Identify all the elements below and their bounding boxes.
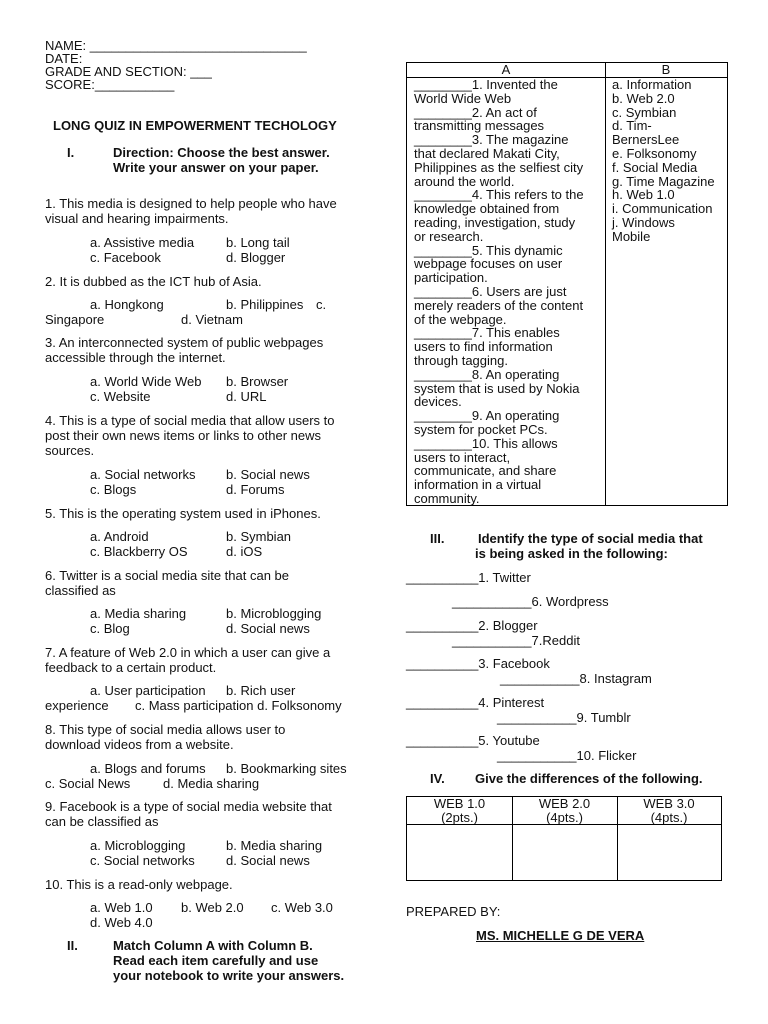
option-d: d. Forums	[226, 482, 285, 497]
question-text: 6. Twitter is a social media site that can be	[45, 568, 289, 583]
part2-numeral: II.	[67, 938, 78, 953]
column-b-line: b. Web 2.0	[612, 90, 675, 106]
part4-numeral: IV.	[430, 771, 445, 786]
option-c: c. Web 3.0	[271, 900, 333, 915]
identify-item: ___________6. Wordpress	[452, 594, 609, 609]
column-a-line: reading, investigation, study	[414, 214, 576, 230]
option-a: a. Hongkong	[90, 297, 164, 312]
part2-direction-2: Read each item carefully and use	[113, 953, 319, 968]
column-a-line: or research.	[414, 228, 484, 244]
web1-name: WEB 1.0	[433, 796, 486, 811]
matching-table	[406, 62, 728, 506]
option-c: c. Facebook	[90, 250, 161, 265]
question-text: classified as	[45, 583, 116, 598]
option-c: c. Blogs	[90, 482, 137, 497]
name-field: NAME: ______________________________	[45, 38, 307, 53]
column-b-line: d. Tim-	[612, 118, 652, 134]
option-d: d. Blogger	[226, 250, 286, 265]
option-d: d. Media sharing	[163, 776, 260, 791]
question-text: visual and hearing impairments.	[45, 211, 229, 226]
option-c: c. Social networks	[90, 853, 195, 868]
option-b: b. Philippines	[226, 297, 304, 312]
option-c: c. Social News	[45, 776, 131, 791]
web1-points: (2pts.)	[441, 810, 478, 825]
identify-item: __________2. Blogger	[406, 618, 538, 633]
option-a: a. Media sharing	[90, 606, 187, 621]
column-a-line: webpage focuses on user	[414, 256, 563, 272]
column-a-line: ________5. This dynamic	[414, 242, 563, 258]
column-a-line: knowledge obtained from	[414, 201, 560, 217]
column-a-line: system for pocket PCs.	[414, 421, 548, 437]
option-d: d. iOS	[226, 544, 263, 559]
column-a-line: ________6. Users are just	[414, 283, 567, 299]
quiz-title: LONG QUIZ IN EMPOWERMENT TECHOLOGY	[53, 118, 337, 133]
column-a-line: ________4. This refers to the	[414, 187, 584, 203]
column-a-header: A	[407, 63, 605, 78]
date-field: DATE:	[45, 51, 83, 66]
column-a-line: ________8. An operating	[414, 366, 560, 382]
part2-direction: Match Column A with Column B.	[113, 938, 313, 953]
column-a-line: around the world.	[414, 173, 515, 189]
column-b-line: g. Time Magazine	[612, 173, 715, 189]
web1-header	[407, 797, 512, 824]
web3-name: WEB 3.0	[643, 796, 695, 811]
option-b: b. Media sharing	[226, 838, 323, 853]
column-divider	[605, 63, 606, 505]
identify-item: ___________7.Reddit	[452, 633, 580, 648]
column-a-line: of the webpage.	[414, 311, 507, 327]
question-text: 4. This is a type of social media that allow users to	[45, 413, 335, 428]
grade-section-field: GRADE AND SECTION: ___	[45, 64, 212, 79]
part1-numeral: I.	[67, 145, 75, 160]
part4-direction: Give the differences of the following.	[475, 771, 703, 786]
column-b-line: c. Symbian	[612, 104, 677, 120]
column-b-header: B	[605, 63, 727, 78]
option-b: b. Browser	[226, 374, 289, 389]
column-a-line: ________7. This enables	[414, 325, 560, 341]
column-a-line: Philippines as the selfiest city	[414, 159, 584, 175]
option-c-d: c. Mass participation d. Folksonomy	[135, 698, 342, 713]
option-d: d. Web 4.0	[90, 915, 153, 930]
web2-points: (4pts.)	[546, 810, 583, 825]
option-a: a. Web 1.0	[90, 900, 153, 915]
question-text: sources.	[45, 443, 95, 458]
part1-direction: Direction: Choose the best answer.	[113, 145, 330, 160]
question-text: 8. This type of social media allows user to	[45, 722, 286, 737]
option-b: b. Symbian	[226, 529, 292, 544]
question-text: 3. An interconnected system of public webpages	[45, 335, 324, 350]
question-text: 10. This is a read-only webpage.	[45, 877, 233, 892]
question-text: download videos from a website.	[45, 737, 234, 752]
option-d: d. Vietnam	[181, 312, 243, 327]
table-divider	[512, 797, 513, 880]
column-a-line: users to interact,	[414, 449, 511, 465]
column-b-line: BernersLee	[612, 132, 680, 148]
web3-points: (4pts.)	[650, 810, 688, 825]
question-text: 7. A feature of Web 2.0 in which a user can give a	[45, 645, 331, 660]
identify-item: __________5. Youtube	[406, 733, 540, 748]
column-a-line: that declared Makati City,	[414, 145, 560, 161]
column-a-items	[414, 78, 599, 506]
question-text: feedback to a certain product.	[45, 660, 217, 675]
web2-header	[512, 797, 617, 824]
column-a-line: through tagging.	[414, 352, 508, 368]
option-a: a. World Wide Web	[90, 374, 202, 389]
column-b-line: e. Folksonomy	[612, 145, 697, 161]
teacher-name: MS. MICHELLE G DE VERA	[476, 928, 645, 943]
column-a-line: ________2. An act of	[414, 104, 537, 120]
option-c-text: Singapore	[45, 312, 105, 327]
column-a-line: devices.	[414, 394, 462, 410]
part3-direction: Identify the type of social media that	[478, 531, 703, 546]
part1-direction-2: Write your answer on your paper.	[113, 160, 319, 175]
option-a: a. Android	[90, 529, 149, 544]
question-text: can be classified as	[45, 814, 159, 829]
option-d: d. Social news	[226, 853, 310, 868]
option-b: b. Long tail	[226, 235, 290, 250]
option-b: b. Rich user	[226, 683, 296, 698]
option-a: a. User participation	[90, 683, 206, 698]
column-b-line: i. Communication	[612, 201, 713, 217]
web2-name: WEB 2.0	[538, 796, 591, 811]
column-a-line: ________3. The magazine	[414, 132, 569, 148]
option-a: a. Social networks	[90, 467, 196, 482]
option-b: b. Bookmarking sites	[226, 761, 347, 776]
option-b: b. Microblogging	[226, 606, 322, 621]
option-b: b. Web 2.0	[181, 900, 244, 915]
prepared-by-label: PREPARED BY:	[406, 904, 501, 919]
option-c: c. Website	[90, 389, 151, 404]
web3-header	[617, 797, 721, 824]
question-text: 5. This is the operating system used in iPhones.	[45, 506, 321, 521]
part3-direction-2: is being asked in the following:	[475, 546, 668, 561]
question-text: 9. Facebook is a type of social media website that	[45, 799, 332, 814]
part3-numeral: III.	[430, 531, 445, 546]
table-divider	[617, 797, 618, 880]
option-d: d. Social news	[226, 621, 310, 636]
column-b-line: j. Windows	[612, 214, 675, 230]
part2-direction-3: your notebook to write your answers.	[113, 968, 345, 983]
identify-item: ___________9. Tumblr	[497, 710, 631, 725]
web-differences-table	[406, 796, 722, 881]
column-b-line: f. Social Media	[612, 159, 698, 175]
option-b: b. Social news	[226, 467, 310, 482]
question-text: post their own news items or links to other news	[45, 428, 322, 443]
column-b-line: Mobile	[612, 228, 651, 244]
column-a-line: community.	[414, 490, 480, 506]
column-a-line: ________10. This allows	[414, 435, 558, 451]
question-text: accessible through the internet.	[45, 350, 226, 365]
column-a-line: system that is used by Nokia	[414, 380, 580, 396]
column-b-line: h. Web 1.0	[612, 187, 675, 203]
option-a: a. Assistive media	[90, 235, 195, 250]
column-a-line: users to find information	[414, 339, 553, 355]
column-b-line: a. Information	[612, 77, 692, 92]
question-text: 1. This media is designed to help people who have	[45, 196, 337, 211]
column-a-line: information in a virtual	[414, 477, 542, 493]
identify-item: ___________10. Flicker	[497, 748, 637, 763]
column-a-line: participation.	[414, 270, 488, 286]
column-a-line: merely readers of the content	[414, 297, 584, 313]
score-field: SCORE:___________	[45, 77, 175, 92]
identify-item: __________3. Facebook	[406, 656, 550, 671]
column-a-line: ________1. Invented the	[414, 77, 558, 92]
column-a-line: World Wide Web	[414, 90, 512, 106]
option-c: c. Blog	[90, 621, 130, 636]
option-c: c. Blackberry OS	[90, 544, 188, 559]
option-a: a. Microblogging	[90, 838, 186, 853]
option-b-cont: experience	[45, 698, 109, 713]
option-a: a. Blogs and forums	[90, 761, 206, 776]
column-b-items	[612, 78, 727, 244]
table-divider	[407, 824, 721, 825]
option-d: d. URL	[226, 389, 267, 404]
column-a-line: ________9. An operating	[414, 408, 560, 424]
identify-item: __________1. Twitter	[406, 570, 531, 585]
identify-item: ___________8. Instagram	[500, 671, 652, 686]
identify-item: __________4. Pinterest	[406, 695, 545, 710]
column-a-line: transmitting messages	[414, 118, 545, 134]
option-c: c.	[316, 297, 327, 312]
column-a-line: communicate, and share	[414, 463, 557, 479]
question-text: 2. It is dubbed as the ICT hub of Asia.	[45, 274, 262, 289]
